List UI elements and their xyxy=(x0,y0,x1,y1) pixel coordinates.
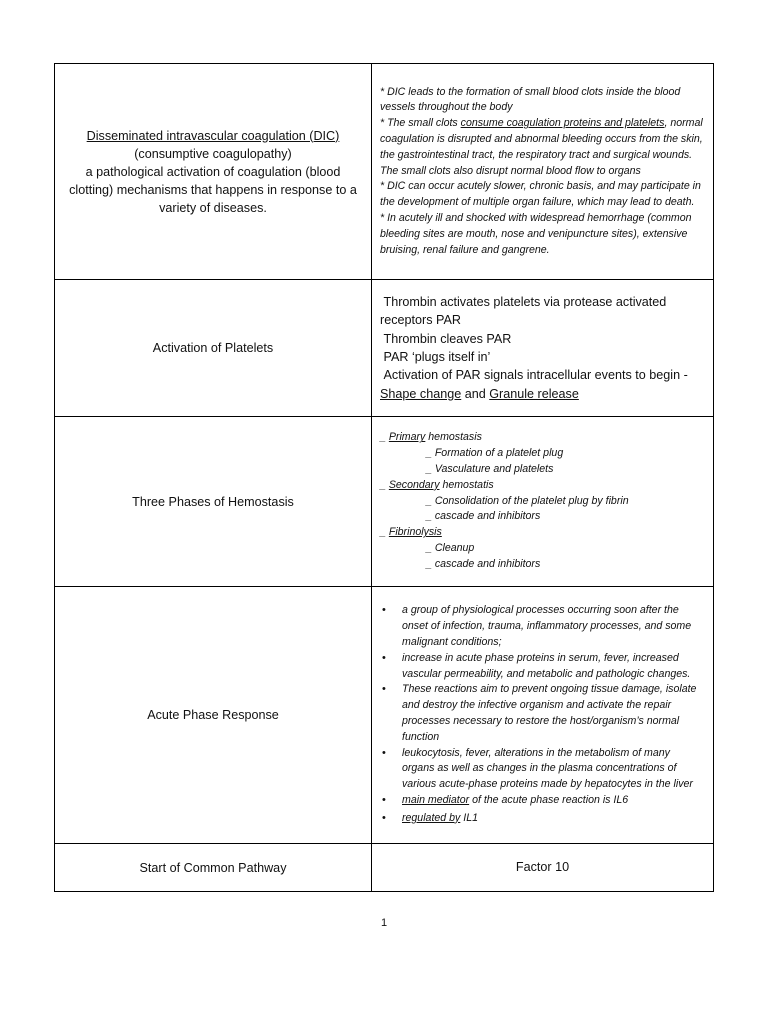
def-line: * DIC can occur acutely slower, chronic basis, and may participate in the development of multiple organ failure, which may lead to death. xyxy=(380,180,701,209)
def-text: PAR ‘plugs itself in’ xyxy=(383,350,491,364)
phase-name: Secondary xyxy=(388,478,440,491)
list-item: • These reactions aim to prevent ongoing tissue damage, isolate and destroy the infective organism and activate the repair processes necessary to restore the host/organism’s normal function xyxy=(402,682,705,745)
definition-cell: Factor 10 xyxy=(372,844,714,892)
def-line: * DIC leads to the formation of small blood clots inside the blood vessels throughout the body xyxy=(380,85,681,114)
def-text: , normal coagulation is disrupted and abnormal bleeding occurs from the skin, the gastrointestinal tract, the respiratory tract and surgical wounds. The small clots also disrupt normal blood flow to organs xyxy=(380,117,703,177)
term-line: (consumptive coagulopathy) xyxy=(134,146,292,161)
def-text: * The small clots xyxy=(380,117,461,130)
phase-line xyxy=(380,430,705,446)
term-cell xyxy=(55,64,372,280)
term-line: a pathological activation of coagulation (blood clotting) mechanisms that happens in response to a variety of diseases. xyxy=(69,164,357,215)
list-item: • leukocytosis, fever, alterations in the metabolism of many organs as well as changes in the plasma concentrations of various acute-phase proteins made by hepatocytes in the liver xyxy=(402,746,705,793)
def-line xyxy=(380,116,705,179)
definition-cell xyxy=(372,587,714,844)
dash: _ xyxy=(380,478,389,491)
def-underlined: regulated by xyxy=(402,811,461,824)
def-text: of the acute phase reaction is IL6 xyxy=(469,793,629,806)
term-cell: Activation of Platelets xyxy=(55,280,372,417)
table-row xyxy=(55,280,714,417)
list-item xyxy=(402,811,705,827)
def-text: Thrombin cleaves PAR xyxy=(383,331,512,346)
def-text: and xyxy=(461,386,490,401)
definition-cell xyxy=(372,280,714,417)
def-text: IL1 xyxy=(460,811,478,824)
def-text: Thrombin activates platelets via protease activated receptors PAR xyxy=(380,295,667,328)
def-line xyxy=(380,330,705,348)
definition-cell xyxy=(372,417,714,587)
def-line xyxy=(380,293,705,330)
def-text: hemostatis xyxy=(439,478,494,491)
phase-name: Primary xyxy=(388,431,426,444)
page-number: 1 xyxy=(380,917,388,929)
def-underlined: Granule release xyxy=(489,386,579,401)
def-underlined: consume coagulation proteins and platelets xyxy=(460,117,665,130)
sub-line: _ Consolidation of the platelet plug by fibrin xyxy=(426,494,629,507)
sub-line: _ Formation of a platelet plug xyxy=(426,447,564,460)
term-cell: Three Phases of Hemostasis xyxy=(55,417,372,587)
table-row xyxy=(55,844,714,892)
sub-line: _ Cleanup xyxy=(426,541,475,554)
sub-line: _ Vasculature and platelets xyxy=(426,463,554,475)
term-title: Disseminated intravascular coagulation (DIC) xyxy=(86,128,340,143)
dash: _ xyxy=(380,431,389,444)
def-line xyxy=(380,348,705,366)
def-line: * In acutely ill and shocked with widespread hemorrhage (common bleeding sites are mouth, nose and venipuncture sites), extensive bruising, renal failure and gangrene. xyxy=(380,211,692,256)
dash: _ xyxy=(380,526,389,539)
table-row xyxy=(55,64,714,280)
def-underlined: Shape change xyxy=(380,386,462,401)
table-row xyxy=(55,587,714,844)
list-item: • a group of physiological processes occurring soon after the onset of infection, trauma, inflammatory processes, and some malignant conditions; xyxy=(402,603,705,650)
table-row xyxy=(55,417,714,587)
phase-line xyxy=(380,478,705,494)
phase-name: Fibrinolysis xyxy=(388,526,442,539)
sub-line: _ cascade and inhibitors xyxy=(426,557,541,570)
def-line xyxy=(380,366,705,384)
def-underlined: main mediator xyxy=(402,793,470,806)
def-text: Activation of PAR signals intracellular events to begin - xyxy=(383,368,688,383)
def-line xyxy=(380,385,705,403)
list-item xyxy=(402,793,705,809)
term-cell: Start of Common Pathway xyxy=(55,844,372,892)
term-cell: Acute Phase Response xyxy=(55,587,372,844)
definition-cell xyxy=(372,64,714,280)
def-text: hemostasis xyxy=(425,431,482,444)
sub-line: _ cascade and inhibitors xyxy=(426,510,541,523)
phase-line xyxy=(380,525,705,541)
bullet-list xyxy=(380,603,705,826)
flashcard-table xyxy=(54,63,714,892)
list-item: • increase in acute phase proteins in serum, fever, increased vascular permeability, and metabolic and pathologic changes. xyxy=(402,651,705,683)
